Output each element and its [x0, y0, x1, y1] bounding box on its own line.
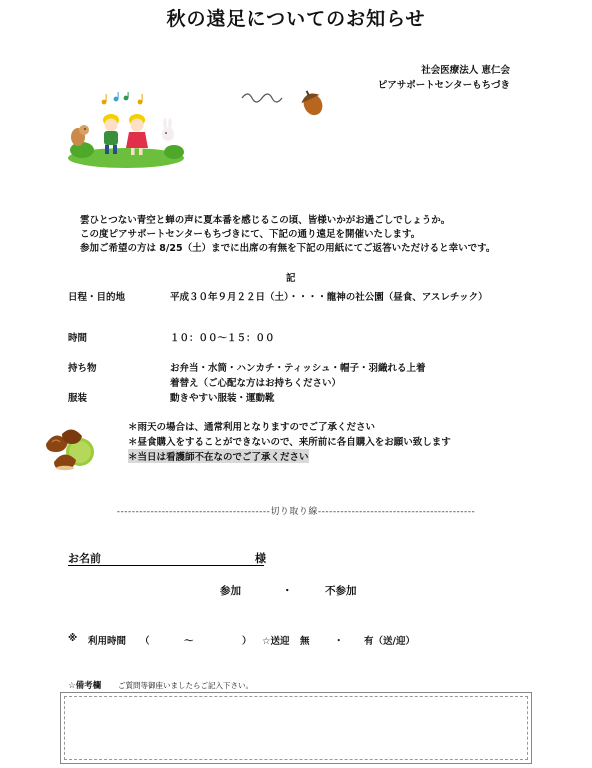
intro-line-3: 参加ご希望の方は 8/25（土）までに出席の有無を下記の用紙にてご返答いただけると幸いです。: [80, 243, 496, 254]
name-label: お名前: [68, 552, 101, 565]
page-title: 秋の遠足についてのお知らせ: [166, 8, 426, 30]
cut-line: -----------------------------------------切り取り線------------------------------------------: [116, 507, 476, 517]
dress-value: 動きやすい服装・運動靴: [170, 393, 275, 404]
remarks-label: ☆備考欄: [68, 681, 102, 691]
remarks-inner-border: [64, 696, 528, 760]
time-label: 時間: [68, 333, 88, 344]
rabbit-icon: [162, 118, 174, 141]
attend-separator: ・: [282, 585, 293, 597]
date-value: 平成３０年９月２２日（土）・・・・龍神の社公園（昼食、アスレチック）: [170, 292, 488, 303]
items-value-1: お弁当・水筒・ハンカチ・ティッシュ・帽子・羽織れる上着: [170, 363, 426, 374]
music-notes-icon: [102, 92, 143, 104]
transport-label: ☆送迎: [262, 636, 290, 647]
usage-paren-close: ）: [242, 636, 252, 647]
transport-separator: ・: [334, 636, 344, 647]
ki-heading: 記: [286, 273, 296, 284]
transport-no-option[interactable]: 無: [300, 636, 310, 647]
sama-suffix: 様: [255, 552, 266, 565]
not-attend-option[interactable]: 不参加: [325, 585, 357, 597]
note-lunch: ＊昼食購入をすることができないので、来所前に各自購入をお願い致します: [128, 437, 451, 448]
note-rain: ＊雨天の場合は、通常利用となりますのでご了承ください: [128, 422, 376, 433]
note-nurse: ＊当日は看護師不在なのでご了承ください: [128, 449, 309, 463]
chestnut-illustration: [40, 418, 96, 474]
intro-line-1: 雲ひとつない青空と蝉の声に夏本番を感じるこの頃、皆様いかがお過ごしでしょうか。: [80, 215, 451, 226]
usage-mark: ※: [68, 633, 78, 644]
boy-icon: [103, 114, 119, 154]
attend-option[interactable]: 参加: [220, 585, 241, 597]
remarks-hint: ご質問等御座いましたらご記入下さい。: [118, 681, 253, 690]
usage-paren-open: （: [140, 636, 150, 647]
date-label: 日程・目的地: [68, 292, 126, 303]
usage-label: 利用時間: [88, 636, 127, 647]
items-value-2: 着替え（ご心配な方はお持ちください）: [170, 378, 342, 389]
org-name: 社会医療法人 恵仁会: [421, 65, 510, 76]
name-field[interactable]: [68, 565, 264, 566]
time-value: １０：００～１５：００: [170, 333, 275, 344]
usage-tilde: ～: [184, 636, 194, 647]
transport-yes-option[interactable]: 有（送/迎）: [364, 636, 415, 647]
remarks-box[interactable]: [60, 692, 532, 764]
dress-label: 服装: [68, 393, 88, 404]
hiking-kids-illustration: [64, 92, 189, 170]
acorn-icon: [298, 88, 324, 119]
org-center-name: ピアサポートセンターもちづき: [377, 80, 510, 91]
acorn-spiral-illustration: [238, 88, 324, 126]
intro-line-2: この度ピアサポートセンターもちづきにて、下記の通り遠足を開催いたします。: [80, 229, 421, 240]
items-label: 持ち物: [68, 363, 97, 374]
